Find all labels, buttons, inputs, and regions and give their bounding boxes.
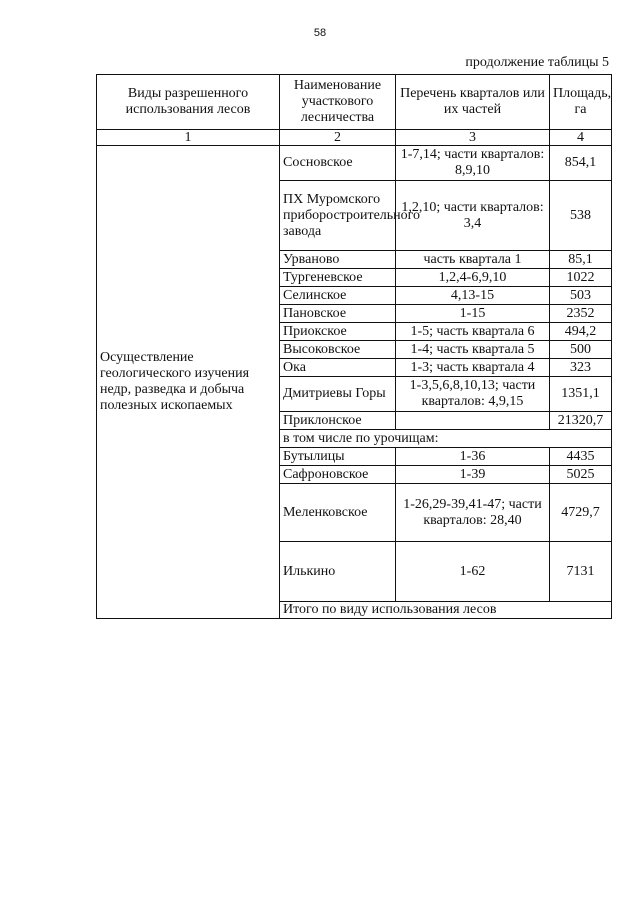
area: 1022	[550, 269, 612, 287]
column-number-1: 1	[97, 130, 280, 146]
quarters: 1-39	[396, 466, 550, 484]
area: 500	[550, 341, 612, 359]
forestry-name: Приокское	[280, 323, 396, 341]
quarters: часть квартала 1	[396, 251, 550, 269]
forestry-name: Высоковское	[280, 341, 396, 359]
forestry-name: Селинское	[280, 287, 396, 305]
area: 1351,1	[550, 377, 612, 412]
quarters	[396, 412, 550, 430]
quarters: 1-62	[396, 542, 550, 602]
forestry-name: Пановское	[280, 305, 396, 323]
quarters: 1-3; часть квартала 4	[396, 359, 550, 377]
area: 4435	[550, 448, 612, 466]
quarters: 1-3,5,6,8,10,13; части кварталов: 4,9,15	[396, 377, 550, 412]
page-number: 58	[313, 27, 327, 39]
header-use-type: Виды разрешенного использования лесов	[97, 75, 280, 130]
header-quarters: Перечень кварталов или их частей	[396, 75, 550, 130]
table-row	[97, 146, 612, 181]
subheader-label: в том числе по урочищам:	[280, 430, 612, 448]
quarters: 1,2,4-6,9,10	[396, 269, 550, 287]
column-number-3: 3	[396, 130, 550, 146]
header-forestry-name: Наименование участкового лесничества	[280, 75, 396, 130]
area: 85,1	[550, 251, 612, 269]
quarters: 1-4; часть квартала 5	[396, 341, 550, 359]
area: 503	[550, 287, 612, 305]
forestry-name: ПХ Муромского приборостроительного завода	[280, 181, 396, 251]
total-label: Итого по виду использования лесов	[280, 602, 612, 619]
forestry-name: Тургеневское	[280, 269, 396, 287]
area: 7131	[550, 542, 612, 602]
area: 5025	[550, 466, 612, 484]
table-header-row	[97, 75, 612, 130]
area: 21320,7	[550, 412, 612, 430]
column-number-2: 2	[280, 130, 396, 146]
tract-name: Илькино	[280, 542, 396, 602]
quarters: 1-5; часть квартала 6	[396, 323, 550, 341]
quarters: 1-26,29-39,41-47; части кварталов: 28,40	[396, 484, 550, 542]
area: 854,1	[550, 146, 612, 181]
forestry-name: Приклонское	[280, 412, 396, 430]
table-continuation-label: продолжение таблицы 5	[465, 55, 609, 70]
use-type-cell: Осуществление геологического изучения недр, разведка и добыча полезных ископаемых	[97, 146, 280, 619]
quarters: 1-36	[396, 448, 550, 466]
tract-name: Бутылицы	[280, 448, 396, 466]
area: 4729,7	[550, 484, 612, 542]
tract-name: Сафроновское	[280, 466, 396, 484]
forestry-name: Урваново	[280, 251, 396, 269]
area: 2352	[550, 305, 612, 323]
column-number-row	[97, 130, 612, 146]
area: 494,2	[550, 323, 612, 341]
tract-name: Меленковское	[280, 484, 396, 542]
header-area: Площадь, га	[550, 75, 612, 130]
forestry-name: Сосновское	[280, 146, 396, 181]
area: 538	[550, 181, 612, 251]
forestry-name: Ока	[280, 359, 396, 377]
forest-use-table	[96, 74, 612, 619]
column-number-4: 4	[550, 130, 612, 146]
area: 323	[550, 359, 612, 377]
quarters: 1-7,14; части кварталов: 8,9,10	[396, 146, 550, 181]
forestry-name: Дмитриевы Горы	[280, 377, 396, 412]
quarters: 1,2,10; части кварталов: 3,4	[396, 181, 550, 251]
quarters: 4,13-15	[396, 287, 550, 305]
quarters: 1-15	[396, 305, 550, 323]
